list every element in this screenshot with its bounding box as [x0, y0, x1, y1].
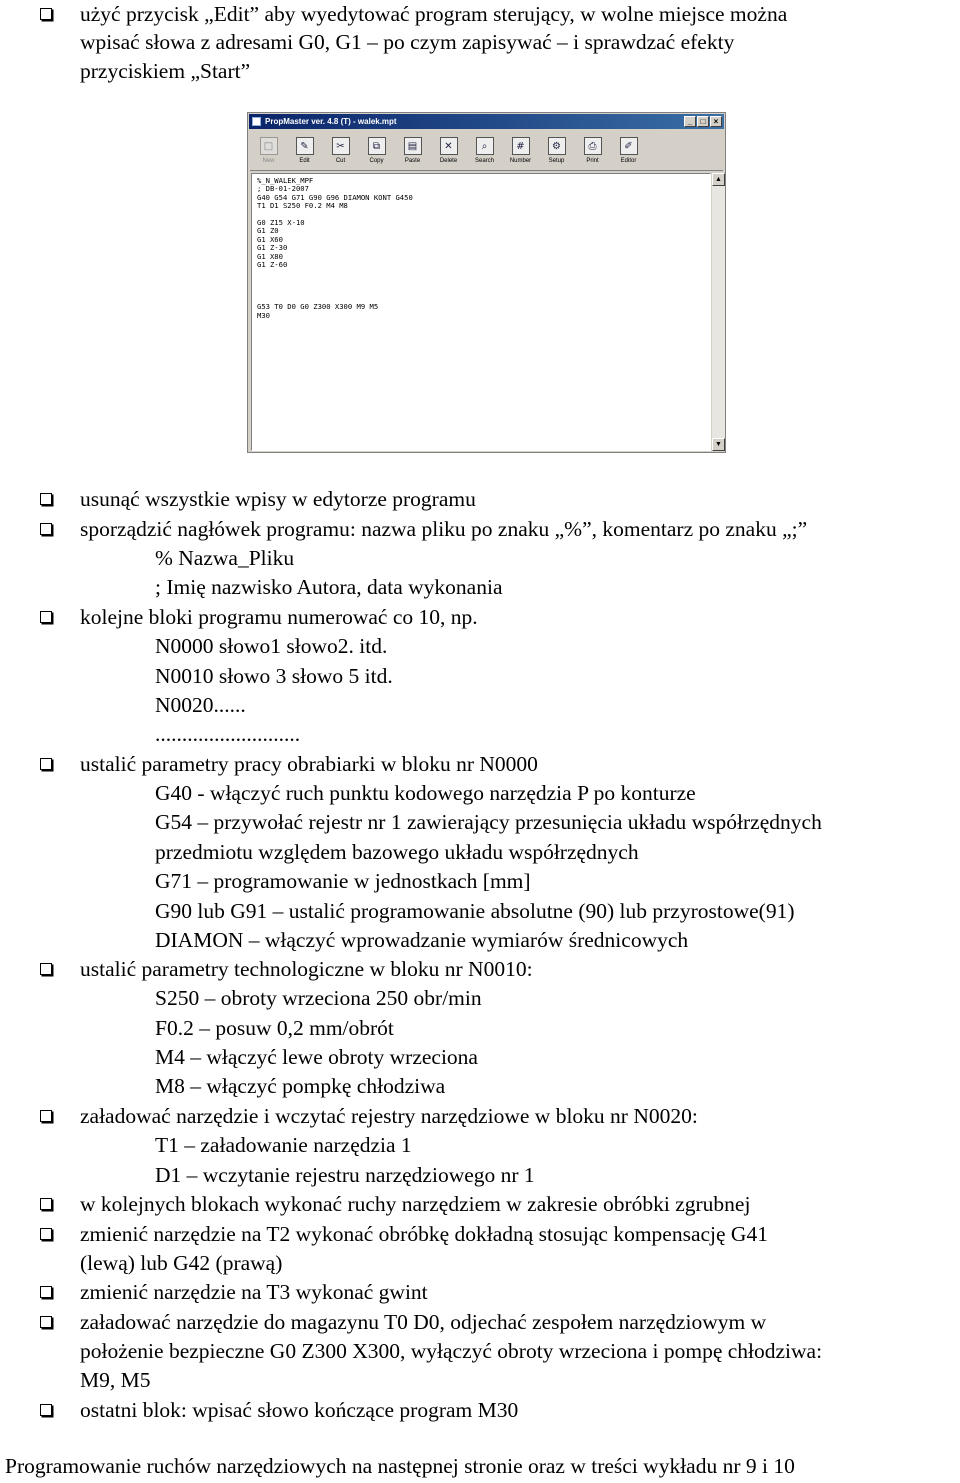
close-button[interactable]: ×	[710, 116, 722, 127]
delete-label: Delete	[439, 158, 458, 164]
search-label: Search	[474, 158, 494, 164]
code-line: G53 T0 D0 G0 Z300 X300 M9 M5	[257, 302, 379, 312]
list-subitem: D1 – wczytanie rejestru narzędziowego nr 1	[155, 1163, 535, 1187]
paste-icon: ▤	[404, 137, 422, 155]
code-editor[interactable]	[251, 173, 711, 451]
list-item: kolejne bloki programu numerować co 10, np.	[80, 605, 478, 629]
code-line: G0 Z15 X-10	[257, 218, 305, 228]
code-line: G1 X60	[257, 234, 283, 244]
number-label: Number	[509, 158, 532, 164]
code-text	[257, 177, 413, 320]
copy-button[interactable]	[360, 133, 393, 169]
edit-icon: ✎	[296, 137, 314, 155]
window-title: PropMaster ver. 4.8 (T) - walek.mpt	[265, 117, 397, 126]
delete-button[interactable]	[432, 133, 465, 169]
copy-icon: ⧉	[368, 137, 386, 155]
list-subitem: G40 - włączyć ruch punktu kodowego narzędzia P po konturze	[155, 781, 696, 805]
intro-line-1: użyć przycisk „Edit” aby wyedytować program sterujący, w wolne miejsce można	[80, 2, 788, 26]
search-icon: ⌕	[476, 137, 494, 155]
list-item: ustalić parametry technologiczne w bloku nr N0010:	[80, 957, 533, 981]
list-item: ostatni blok: wpisać słowo kończące program M30	[80, 1398, 519, 1422]
edit-button[interactable]	[288, 133, 321, 169]
search-button[interactable]	[468, 133, 501, 169]
list-item-cont: (lewą) lub G42 (prawą)	[80, 1251, 283, 1275]
list-subitem: ...........................	[155, 722, 301, 746]
code-line	[257, 286, 413, 294]
setup-icon: ⚙	[548, 137, 566, 155]
new-button[interactable]	[252, 133, 285, 169]
list-subitem: G90 lub G91 – ustalić programowanie absolutne (90) lub przyrostowe(91)	[155, 899, 795, 923]
paste-button[interactable]	[396, 133, 429, 169]
list-subitem: T1 – załadowanie narzędzia 1	[155, 1133, 412, 1157]
list-subitem: M8 – włączyć pompkę chłodziwa	[155, 1074, 446, 1098]
propmaster-window	[247, 112, 726, 453]
cut-label: Cut	[335, 158, 346, 164]
print-button[interactable]	[576, 133, 609, 169]
new-label: New	[262, 158, 275, 164]
window-titlebar	[249, 114, 724, 129]
copy-label: Copy	[369, 158, 384, 164]
list-item-cont: położenie bezpieczne G0 Z300 X300, wyłączyć obroty wrzeciona i pompę chłodziwa:	[80, 1339, 823, 1363]
list-item: zmienić narzędzie na T3 wykonać gwint	[80, 1280, 428, 1304]
code-line: G1 Z-60	[257, 260, 288, 270]
bullet-icon	[40, 611, 52, 623]
code-line: G40 G54 G71 G90 G96 DIAMON KONT G450	[257, 192, 413, 202]
intro-line-3: przyciskiem „Start”	[80, 59, 251, 83]
list-item: w kolejnych blokach wykonać ruchy narzędziem w zakresie obróbki zgrubnej	[80, 1192, 751, 1216]
bullet-icon	[40, 1198, 52, 1210]
scroll-down-icon[interactable]: ▼	[712, 438, 725, 451]
code-line: G1 X80	[257, 251, 283, 261]
list-item: zmienić narzędzie na T2 wykonać obróbkę dokładną stosując kompensację G41	[80, 1222, 768, 1246]
code-line: T1 D1 S250 F0.2 M4 M8	[257, 201, 348, 211]
code-line: %_N_WALEK_MPF	[257, 176, 314, 185]
bullet-icon	[40, 1110, 52, 1122]
number-icon: #	[512, 137, 530, 155]
list-subitem: F0.2 – posuw 0,2 mm/obrót	[155, 1016, 394, 1040]
delete-icon: ✕	[440, 137, 458, 155]
list-item: sporządzić nagłówek programu: nazwa pliku po znaku „%”, komentarz po znaku „;”	[80, 517, 808, 541]
editor-button[interactable]	[612, 133, 645, 169]
editor-icon: ✐	[620, 137, 638, 155]
list-item: załadować narzędzie do magazynu T0 D0, odjechać zespołem narzędziowym w	[80, 1310, 767, 1334]
code-line	[257, 269, 413, 277]
list-subitem: G54 – przywołać rejestr nr 1 zawierający przesunięcia układu współrzędnych	[155, 810, 822, 834]
cut-button[interactable]	[324, 133, 357, 169]
code-line: G1 Z0	[257, 226, 279, 236]
minimize-button[interactable]: _	[684, 116, 696, 127]
bullet-icon	[40, 523, 52, 535]
list-subitem: N0010 słowo 3 słowo 5 itd.	[155, 664, 393, 688]
code-line: M30	[257, 310, 270, 320]
bullet-icon	[40, 1228, 52, 1240]
setup-label: Setup	[548, 158, 565, 164]
new-icon: □	[260, 137, 278, 155]
list-subitem: S250 – obroty wrzeciona 250 obr/min	[155, 986, 482, 1010]
edit-label: Edit	[299, 158, 310, 164]
setup-button[interactable]	[540, 133, 573, 169]
list-subitem: M4 – włączyć lewe obroty wrzeciona	[155, 1045, 478, 1069]
toolbar	[250, 131, 723, 171]
paste-label: Paste	[404, 158, 421, 164]
list-subitem: % Nazwa_Pliku	[155, 546, 295, 570]
list-subitem: N0000 słowo1 słowo2. itd.	[155, 634, 388, 658]
bullet-icon	[40, 1404, 52, 1416]
bullet-icon	[40, 8, 52, 20]
number-button[interactable]	[504, 133, 537, 169]
scroll-up-icon[interactable]: ▲	[712, 173, 725, 186]
list-item-cont: M9, M5	[80, 1368, 151, 1392]
bullet-icon	[40, 758, 52, 770]
vertical-scrollbar[interactable]	[712, 173, 725, 451]
footer-note: Programowanie ruchów narzędziowych na następnej stronie oraz w treści wykładu nr 9 i 10	[5, 1454, 795, 1478]
code-line: ; DB-01-2007	[257, 184, 309, 194]
print-icon: ⎙	[584, 137, 602, 155]
list-subitem: ; Imię nazwisko Autora, data wykonania	[155, 575, 503, 599]
cut-icon: ✂	[332, 137, 350, 155]
intro-line-2: wpisać słowa z adresami G0, G1 – po czym zapisywać – i sprawdzać efekty	[80, 30, 735, 54]
list-item: załadować narzędzie i wczytać rejestry narzędziowe w bloku nr N0020:	[80, 1104, 698, 1128]
maximize-button[interactable]: □	[697, 116, 709, 127]
list-subitem: G71 – programowanie w jednostkach [mm]	[155, 869, 531, 893]
app-icon	[252, 117, 261, 126]
bullet-icon	[40, 1286, 52, 1298]
code-line: G1 Z-30	[257, 243, 288, 253]
print-label: Print	[586, 158, 599, 164]
list-subitem: N0020......	[155, 693, 246, 717]
bullet-icon	[40, 1316, 52, 1328]
code-line	[257, 278, 413, 286]
list-item: ustalić parametry pracy obrabiarki w bloku nr N0000	[80, 752, 538, 776]
list-subitem: DIAMON – włączyć wprowadzanie wymiarów średnicowych	[155, 928, 689, 952]
editor-label: Editor	[620, 158, 637, 164]
bullet-icon	[40, 963, 52, 975]
list-subitem: przedmiotu względem bazowego układu współrzędnych	[155, 840, 639, 864]
bullet-icon	[40, 493, 52, 505]
list-item: usunąć wszystkie wpisy w edytorze programu	[80, 487, 476, 511]
